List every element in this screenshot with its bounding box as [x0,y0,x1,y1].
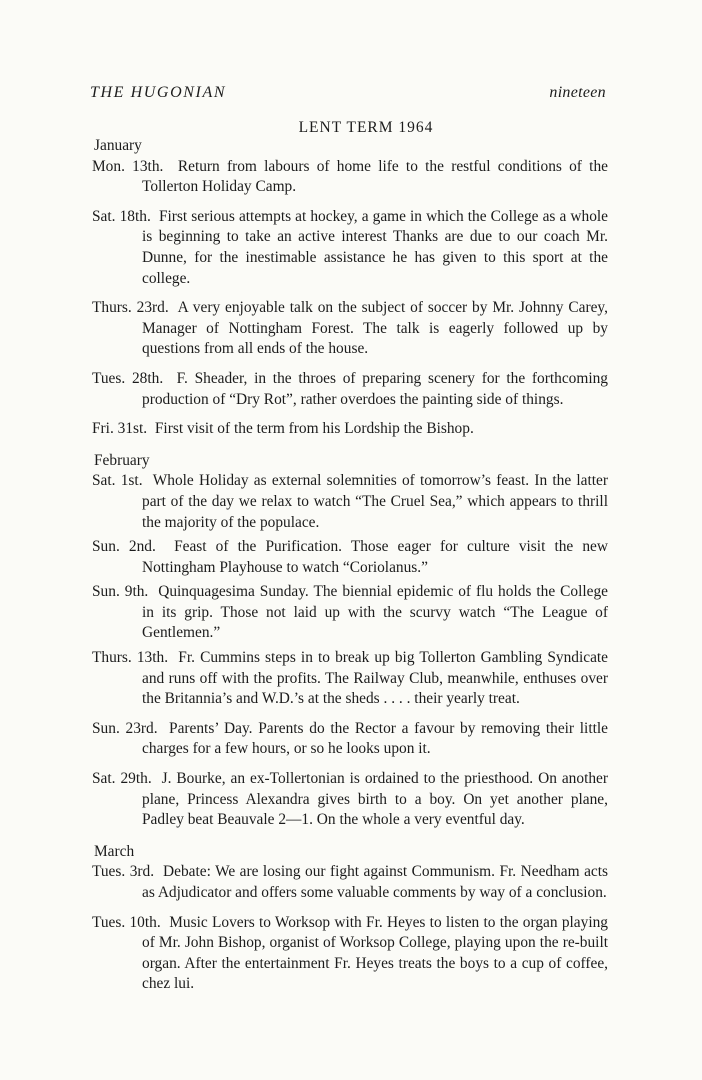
entry-text: Music Lovers to Worksop with Fr. Heyes to listen to the organ playing of Mr. John Bishop, organist of Worksop College, playing upon the re-built organ. After the entertainment Fr. Heyes treats the boys to a cup of coffee, chez lui. [142,913,609,993]
diary-entry [92,298,608,360]
entry-date: Sat. 1st. [92,472,143,490]
entry-text: Whole Holiday as external solemnities of tomorrow’s feast. In the latter part of the day we relax to watch “The Cruel Sea,” which appears to thrill the majority of the populace. [142,472,609,531]
entry-date: Tues. 28th. [92,369,164,387]
entry-date: Mon. 13th. [92,157,164,175]
entry-date: Sun. 23rd. [92,719,158,737]
diary-entry [92,582,608,644]
diary-entry [92,648,608,710]
running-head [90,84,606,102]
entry-date: Sat. 18th. [92,207,151,225]
entry-date: Thurs. 13th. [92,649,169,667]
diary-entry [92,157,608,198]
diary-entry [92,207,608,289]
diary-entry [92,537,608,578]
entry-text: Feast of the Purification. Those eager for culture visit the new Nottingham Playhouse to watch “Coriolanus.” [142,538,608,576]
diary-entry [92,369,608,410]
entry-date: Thurs. 23rd. [92,299,169,317]
diary-entry [92,913,608,995]
entry-text: Fr. Cummins steps in to break up big Tollerton Gambling Syndicate and runs off with the profits. The Railway Club, meanwhile, enthuses over the Britannia’s and W.D.’s at the sheds . . . . their yearly treat. [142,649,609,708]
entry-text: First serious attempts at hockey, a game in which the College as a whole is beginning to take an active interest Thanks are due to our coach Mr. Dunne, for the inestimable assistance he has given to this sport at the college. [142,207,608,287]
entry-text: Quinquagesima Sunday. The biennial epidemic of flu holds the College in its grip. Those not laid up with the scurvy watch “The League of Gentlemen.” [142,583,608,642]
entry-date: Tues. 3rd. [92,863,155,881]
entry-text: J. Bourke, an ex-Tollertonian is ordained to the priesthood. On another plane, Princess Alexandra gives birth to a boy. On yet another plane, Padley beat Beauvale 2—1. On the whole a very eventful day. [142,770,609,829]
entry-date: Fri. 31st. [92,420,148,438]
entry-text: F. Sheader, in the throes of preparing scenery for the forthcoming production of “Dry Rot”, rather overdoes the painting side of things. [142,369,608,408]
publication-title: THE HUGONIAN [90,84,227,101]
term-title: LENT TERM 1964 [298,119,434,136]
entry-text: First visit of the term from his Lordship the Bishop. [154,420,474,438]
entry-date: Sun. 9th. [92,583,149,601]
month-heading: February [94,451,150,469]
entry-text: Parents’ Day. Parents do the Rector a favour by removing their little charges for a few hours, or so he looks upon it. [142,719,608,758]
entry-text: Debate: We are losing our fight against Communism. Fr. Needham acts as Adjudicator and offers some valuable comments by way of a conclusion. [142,863,608,901]
entry-date: Sat. 29th. [92,770,152,788]
entry-text: A very enjoyable talk on the subject of soccer by Mr. Johnny Carey, Manager of Nottingham Forest. The talk is eagerly followed up by questions from all ends of the house. [142,299,608,358]
diary-entry [92,862,608,903]
month-heading: March [94,842,135,860]
diary-entry [92,419,608,440]
entry-text: Return from labours of home life to the restful conditions of the Tollerton Holiday Camp. [142,157,608,196]
diary-entry [92,769,608,831]
diary-content [92,136,608,1004]
diary-entry [92,719,608,760]
page-number: nineteen [549,84,606,101]
entry-date: Tues. 10th. [92,913,161,931]
month-heading: January [94,137,142,154]
entry-date: Sun. 2nd. [92,538,156,556]
diary-entry [92,471,608,533]
